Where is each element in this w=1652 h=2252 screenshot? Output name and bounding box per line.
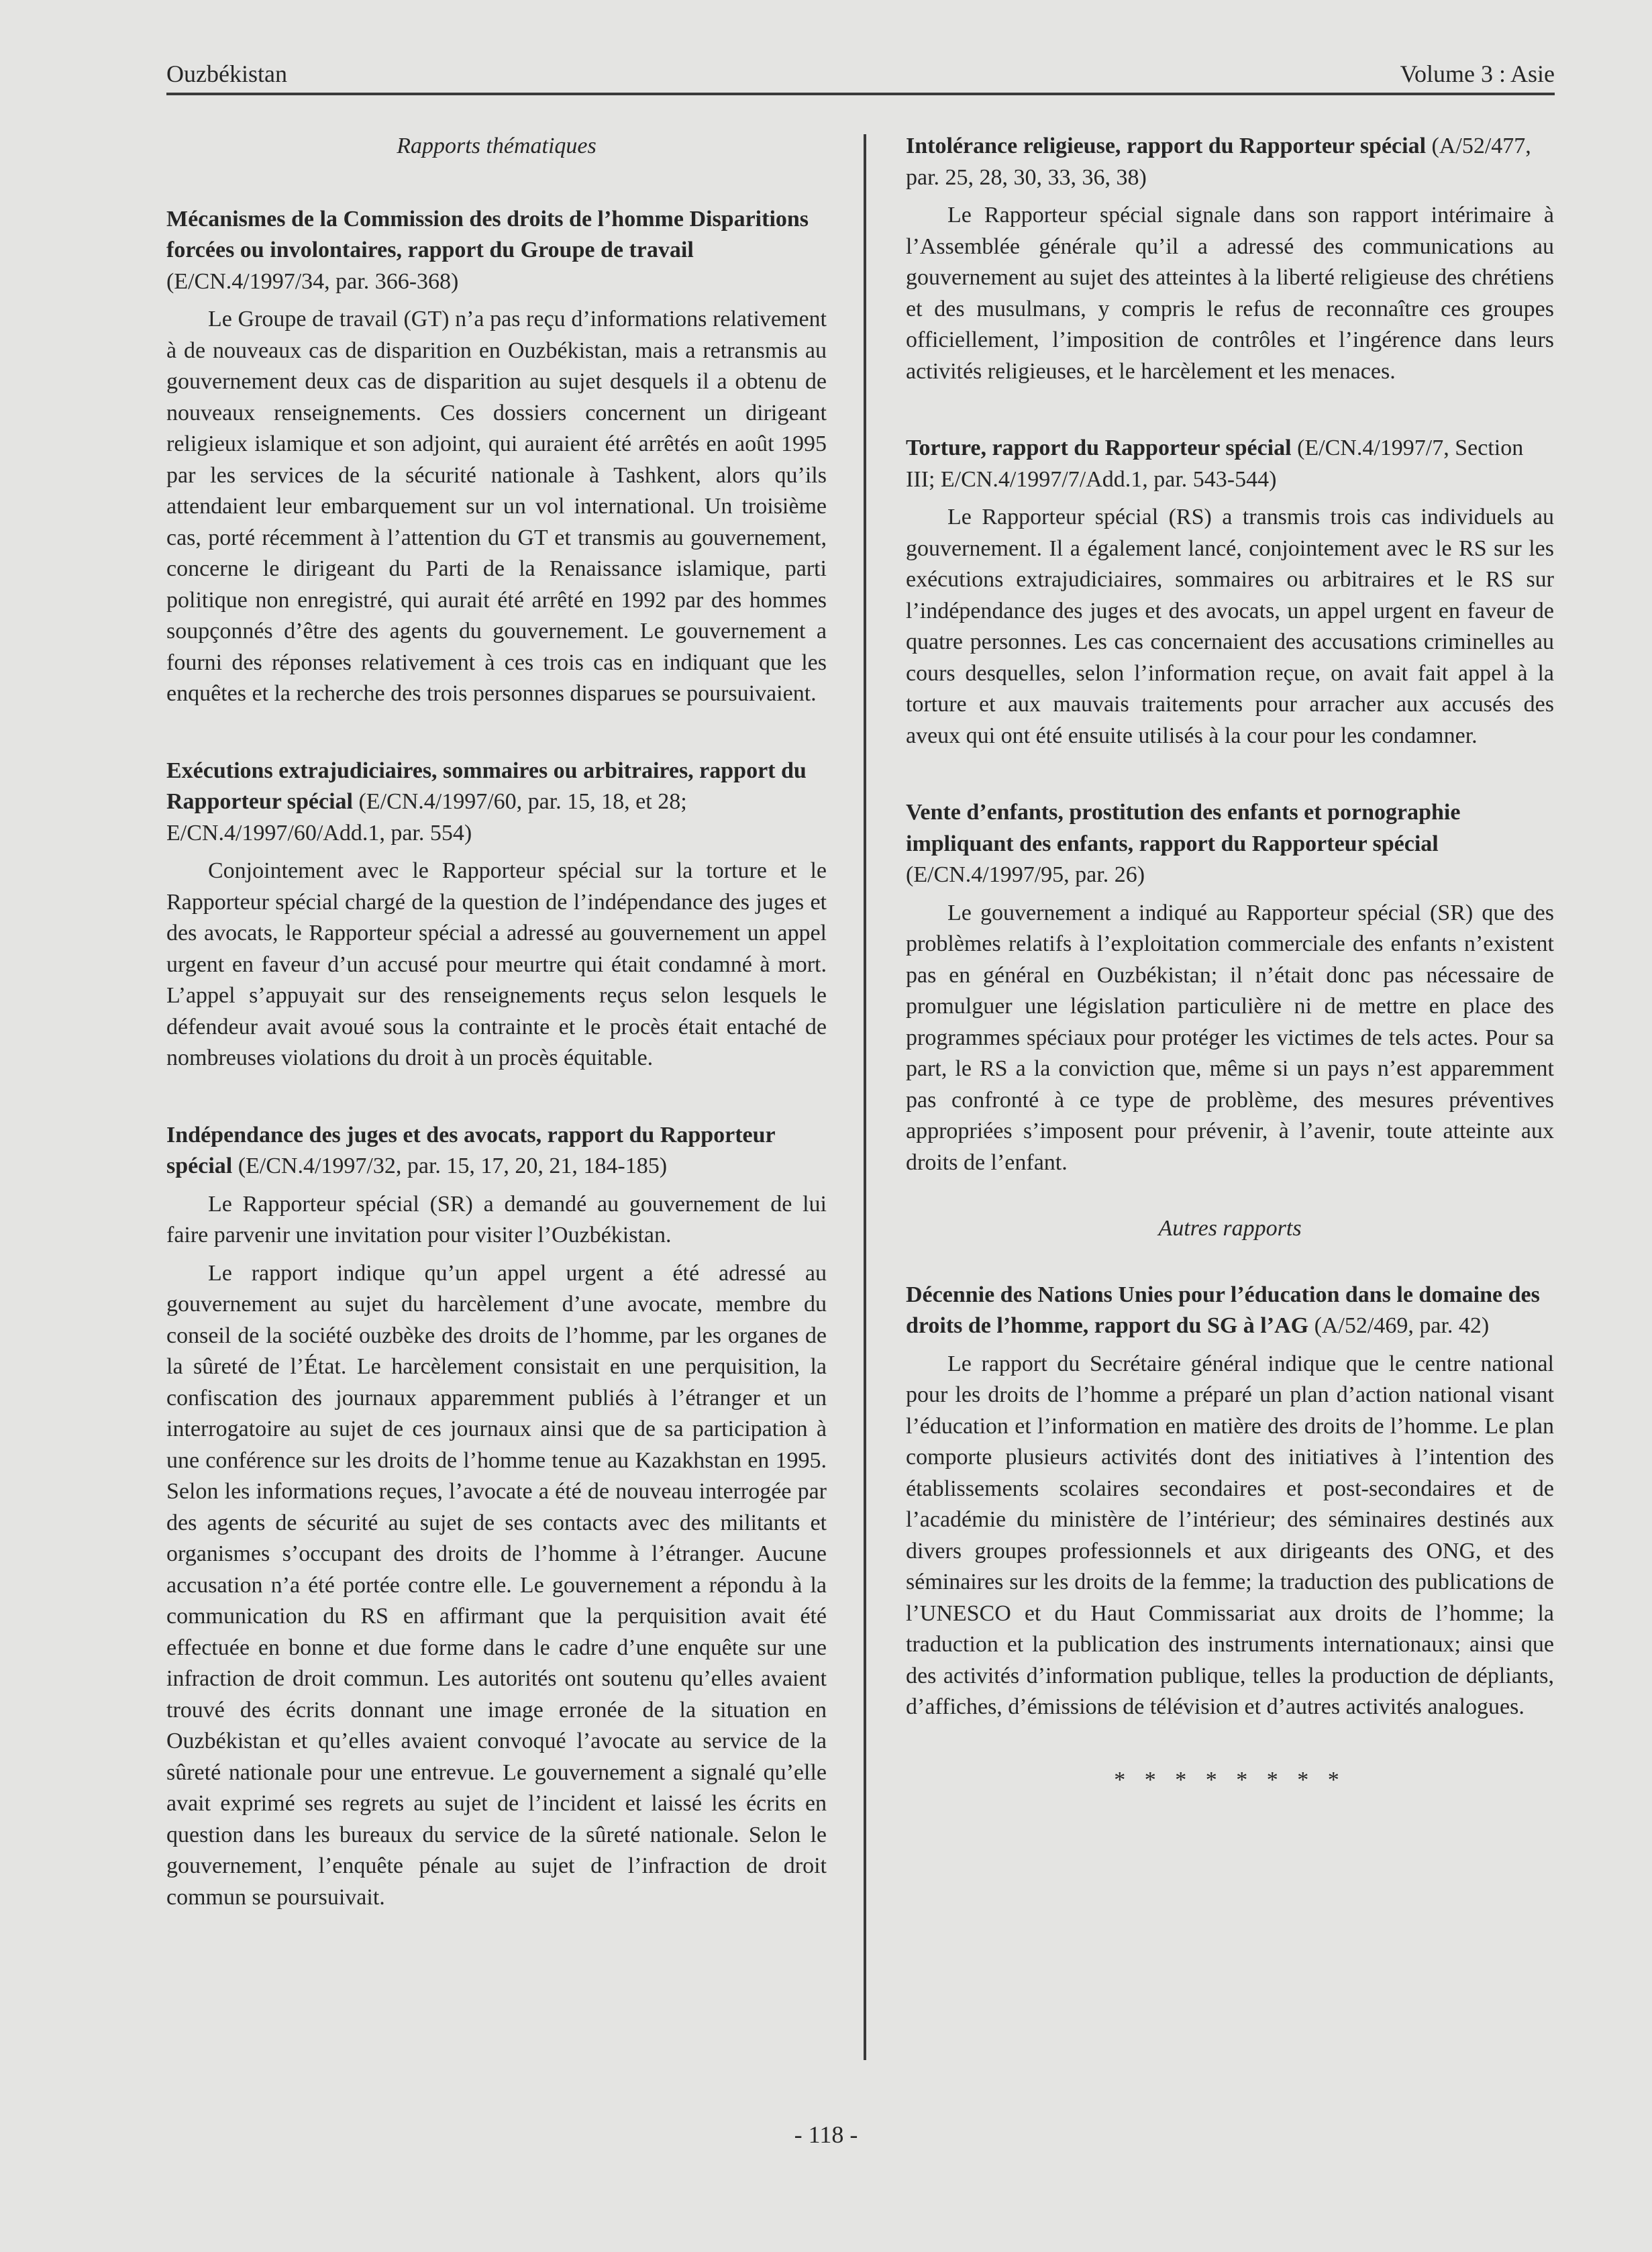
report-paragraph: Le Groupe de travail (GT) n’a pas reçu d’informations relativement à de nouveaux cas de disparition en Ouzbékistan, mais a retransmis au gouvernement deux cas de disparition au sujet desquels il a obtenu de nouveaux renseignements. Ces dossiers concernent un dirigeant religieux islamique et son adjoint, qui auraient été arrêtés en août 1995 par les services de la sécurité nationale à Tashkent, alors qu’ils attendaient leur embarquement sur un vol international. Un troisième cas, porté récemment à l’attention du GT et transmis au gouvernement, concerne le dirigeant du Parti de la Renaissance islamique, parti politique non enregistré, qui aurait été arrêté en 1992 par des hommes soupçonnés d’être des agents du gouvernement. Le gouvernement a fourni des réponses relativement à ces trois cas en indiquant que les enquêtes et la recherche des trois personnes disparues se poursuivaient. bbox=[166, 307, 827, 706]
page-number: - 118 - bbox=[794, 2121, 858, 2148]
end-stars: * * * * * * * * bbox=[1114, 1767, 1346, 1792]
right-blocks-b bbox=[906, 1280, 1554, 1723]
report-paragraph: Le Rapporteur spécial (SR) a demandé au gouvernement de lui faire parvenir une invitation pour visiter l’Ouzbékistan. bbox=[166, 1191, 827, 1247]
report-reference: (E/CN.4/1997/32, par. 15, 17, 20, 21, 184-185) bbox=[232, 1154, 668, 1178]
report-reference: (A/52/477, par. 25, 28, 30, 33, 36, 38) bbox=[906, 134, 1531, 190]
report-heading-title: Vente d’enfants, prostitution des enfants et pornographie impliquant des enfants, rapport du Rapporteur spécial bbox=[906, 800, 1461, 856]
report-heading bbox=[166, 1120, 827, 1182]
report-reference: (E/CN.4/1997/7, Section III; E/CN.4/1997/7/Add.1, par. 543-544) bbox=[906, 436, 1524, 492]
report-reference: (E/CN.4/1997/60, par. 15, 18, et 28; E/CN.4/1997/60/Add.1, par. 554) bbox=[166, 789, 687, 846]
report-heading-title: Exécutions extrajudiciaires, sommaires ou arbitraires, rapport du Rapporteur spécial bbox=[166, 758, 807, 814]
report-heading bbox=[166, 204, 827, 298]
report-section bbox=[166, 1120, 827, 1914]
report-section bbox=[166, 204, 827, 710]
column-divider bbox=[864, 134, 866, 2060]
report-heading bbox=[166, 756, 827, 850]
left-column bbox=[166, 131, 827, 1913]
report-paragraph: Le rapport du Secrétaire général indique que le centre national pour les droits de l’homme a préparé un plan d’action national visant l’éducation et l’information en matière des droits de l’homme. Le plan comporte plusieurs activités dont des initiatives à l’intention des établissements scolaires secondaires et post-secondaires et de l’académie du ministère de l’intérieur; des séminaires destinés aux divers groupes professionnels et aux dirigeants des ONG, et des séminaires sur les droits de la femme; la traduction des publications de l’UNESCO et du Haut Commissariat aux droits de l’homme; la traduction et la publication des instruments internationaux; ainsi que des activités d’information publique, telles la production de dépliants, d’affiches, d’émissions de télévision et d’autres activités analogues. bbox=[906, 1351, 1554, 1719]
report-reference: (A/52/469, par. 42) bbox=[1308, 1313, 1490, 1338]
report-heading bbox=[906, 433, 1554, 495]
report-paragraph: Conjointement avec le Rapporteur spécial sur la torture et le Rapporteur spécial chargé de la question de l’indépendance des juges et des avocats, le Rapporteur spécial a adressé au gouvernement un appel urgent en faveur d’un accusé pour meurtre qui était condamné à mort. L’appel s’appuyait sur des renseignements reçus selon lesquels le défendeur avait avoué sous la contrainte et le procès était entaché de nombreuses violations du droit à un procès équitable. bbox=[166, 858, 827, 1070]
section-title-thematic: Rapports thématiques bbox=[397, 134, 597, 158]
report-heading-title: Décennie des Nations Unies pour l’éducation dans le domaine des droits de l’homme, rapport du SG à l’AG bbox=[906, 1282, 1540, 1338]
right-blocks-a bbox=[906, 131, 1554, 1178]
header-volume: Volume 3 : Asie bbox=[1400, 60, 1555, 87]
header-country: Ouzbékistan bbox=[166, 60, 287, 87]
running-header bbox=[166, 55, 1555, 95]
report-section bbox=[906, 131, 1554, 387]
right-column bbox=[906, 131, 1554, 1796]
report-paragraph: Le gouvernement a indiqué au Rapporteur spécial (SR) que des problèmes relatifs à l’exploitation commerciale des enfants n’existent pas en général en Ouzbékistan; il n’était donc pas nécessaire de promulguer une législation particulière ni de mettre en place des programmes spéciaux pour protéger les victimes de tels actes. Pour sa part, le RS a la conviction que, même si un pays n’est apparemment pas confronté à ce type de problème, des mesures préventives appropriées s’imposent pour prévenir, à l’avenir, toute atteinte aux droits de l’enfant. bbox=[906, 900, 1554, 1175]
report-heading-title: Intolérance religieuse, rapport du Rapporteur spécial bbox=[906, 134, 1427, 158]
report-heading-title: Torture, rapport du Rapporteur spécial bbox=[906, 436, 1292, 460]
report-heading bbox=[906, 131, 1554, 193]
report-section bbox=[906, 1280, 1554, 1723]
report-section bbox=[906, 797, 1554, 1178]
report-paragraph: Le rapport indique qu’un appel urgent a été adressé au gouvernement au sujet du harcèlement d’une avocate, membre du conseil de la société ouzbèke des droits de l’homme, par les organes de la sûreté de l’État. Le harcèlement consistait en une perquisition, la confiscation des journaux apparemment publiés à l’étranger et un interrogatoire au sujet de ces journaux ainsi que de sa participation à une conférence sur les droits de l’homme tenue au Kazakhstan en 1995. Selon les informations reçues, l’avocate a été de nouveau interrogée par des agents de sécurité au sujet de ses contacts avec des militants et organismes s’occupant des droits de l’homme à l’étranger. Aucune accusation n’a été portée contre elle. Le gouvernement a répondu à la communication du RS en affirmant que la perquisition avait été effectuée en bonne et due forme dans le cadre d’une enquête sur une infraction de droit commun. Les autorités ont soutenu qu’elles avaient trouvé des écrits donnant une image erronée de la situation en Ouzbékistan et qu’elles avaient convoqué l’avocate au service de la sûreté nationale pour une entrevue. Le gouvernement a signalé qu’elle avait exprimé ses regrets au sujet de l’incident et laissé les écrits en question dans les bureaux du service de la sûreté nationale. Selon le gouvernement, l’enquête pénale au sujet de l’infraction de droit commun se poursuivait. bbox=[166, 1260, 827, 1910]
report-section bbox=[906, 433, 1554, 752]
report-heading bbox=[906, 1280, 1554, 1342]
report-paragraph: Le Rapporteur spécial signale dans son rapport intérimaire à l’Assemblée générale qu’il a adressé des communications au gouvernement au sujet des atteintes à la liberté religieuse des chrétiens et des musulmans, y compris le refus de reconnaître ces groupes officiellement, l’imposition de contrôles et l’ingérence dans leurs activités religieuses, et le harcèlement et les menaces. bbox=[906, 203, 1554, 384]
section-title-other: Autres rapports bbox=[1158, 1216, 1302, 1241]
report-paragraph: Le Rapporteur spécial (RS) a transmis trois cas individuels au gouvernement. Il a également lancé, conjointement avec le RS sur les exécutions extrajudiciaires, sommaires ou arbitraires et le RS sur l’indépendance des juges et des avocats, un appel urgent en faveur de quatre personnes. Les cas concernaient des accusations criminelles au cours desquelles, selon l’information reçue, on avait fait appel à la torture et aux mauvais traitements pour arracher aux accusés des aveux qui ont été ensuite utilisés à la cour pour les condamner. bbox=[906, 505, 1554, 748]
report-section bbox=[166, 756, 827, 1074]
report-reference: (E/CN.4/1997/34, par. 366-368) bbox=[166, 268, 459, 294]
report-reference: (E/CN.4/1997/95, par. 26) bbox=[906, 862, 1145, 887]
left-blocks bbox=[166, 204, 827, 1914]
report-heading-title: Indépendance des juges et des avocats, rapport du Rapporteur spécial bbox=[166, 1122, 776, 1178]
report-heading-title: Mécanismes de la Commission des droits de l’homme Disparitions forcées ou involontaires, rapport du Groupe de travail bbox=[166, 206, 809, 262]
report-heading bbox=[906, 797, 1554, 891]
